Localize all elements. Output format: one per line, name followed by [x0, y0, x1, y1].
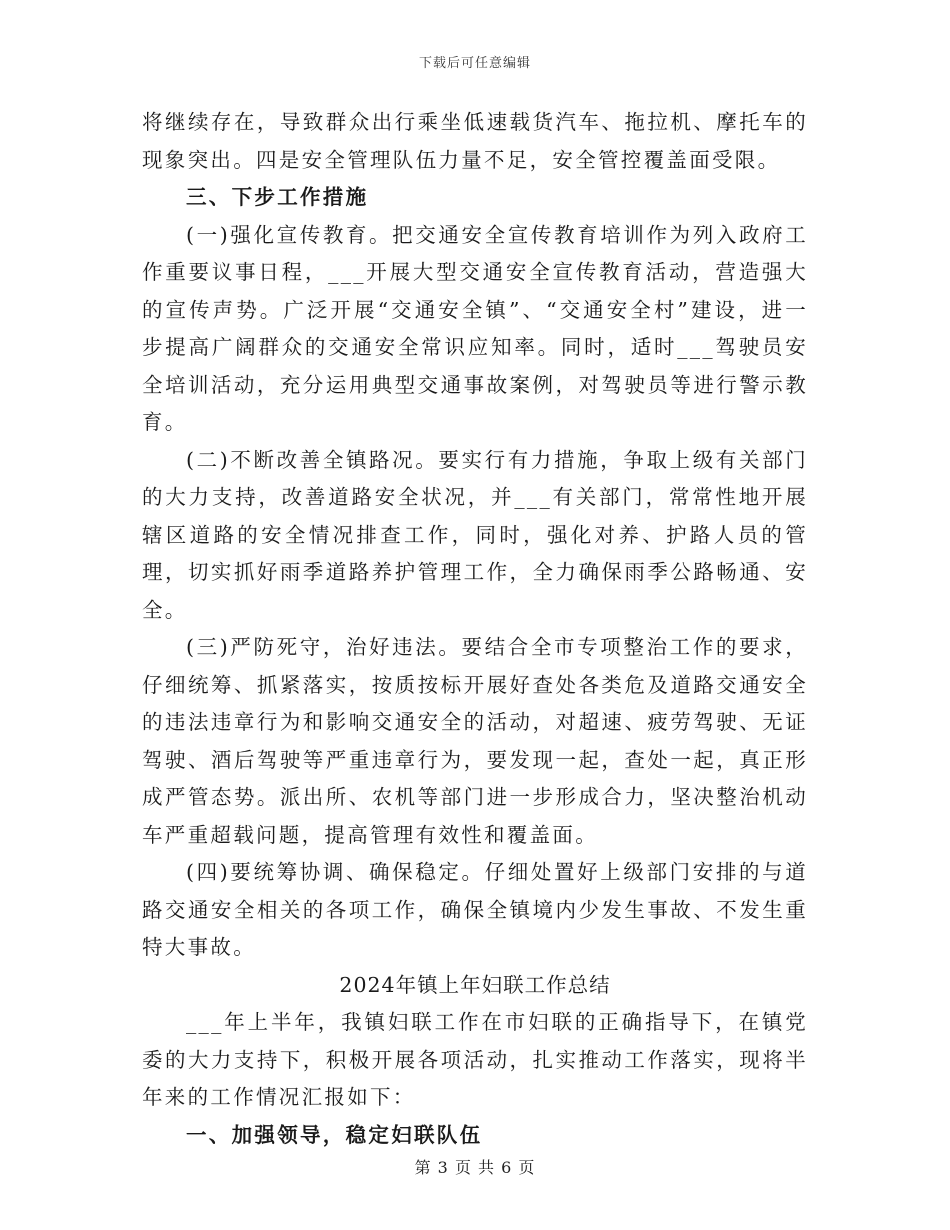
paragraph-law-enforcement: (三)严防死守，治好违法。要结合全市专项整治工作的要求，仔细统筹、抓紧落实，按质按标开展好查处各类危及道路交通安全的违法违章行为和影响交通安全的活动，对超速、疲劳驾驶、无证驾驶、酒后驾驶等严重违章行为，要发现一起，查处一起，真正形成严管态势。派出所、农机等部门进一步形成合力，坚决整治机动车严重超载问题，提高管理有效性和覆盖面。 — [142, 635, 808, 847]
paragraph-intro: ___年上半年，我镇妇联工作在市妇联的正确指导下，在镇党委的大力支持下，积极开展各项活动，扎实推动工作落实，现将半年来的工作情况汇报如下： — [142, 1010, 808, 1109]
section-heading-leadership: 一、加强领导，稳定妇联队伍 — [186, 1122, 483, 1147]
paragraph-publicity-education: (一)强化宣传教育。把交通安全宣传教育培训作为列入政府工作重要议事日程，___开展大型交通安全宣传教育活动，营造强大的宣传声势。广泛开展“交通安全镇”、“交通安全村”建设，进一步提高广阔群众的交通安全常识应知率。同时，适时___驾驶员安全培训活动，充分运用典型交通事故案例，对驾驶员等进行警示教育。 — [142, 222, 808, 434]
page-header-note: 下载后可任意编辑 — [418, 56, 531, 71]
section-heading-next-steps: 三、下步工作措施 — [186, 185, 369, 209]
paragraph-coordination-stability: (四)要统筹协调、确保稳定。仔细处置好上级部门安排的与道路交通安全相关的各项工作，确保全镇境内少发生事故、不发生重特大事故。 — [142, 860, 808, 959]
paragraph-continued: 将继续存在，导致群众出行乘坐低速载货汽车、拖拉机、摩托车的现象突出。四是安全管理队伍力量不足，安全管控覆盖面受限。 — [142, 110, 808, 172]
paragraph-road-conditions: (二)不断改善全镇路况。要实行有力措施，争取上级有关部门的大力支持，改善道路安全状况，并___有关部门，常常性地开展辖区道路的安全情况排查工作，同时，强化对养、护路人员的管理，切实抓好雨季道路养护管理工作，全力确保雨季公路畅通、安全。 — [142, 447, 808, 622]
document-title: 2024年镇上年妇联工作总结 — [339, 972, 611, 997]
page-number: 第 3 页 共 6 页 — [414, 1158, 536, 1177]
document-body — [142, 104, 808, 1154]
